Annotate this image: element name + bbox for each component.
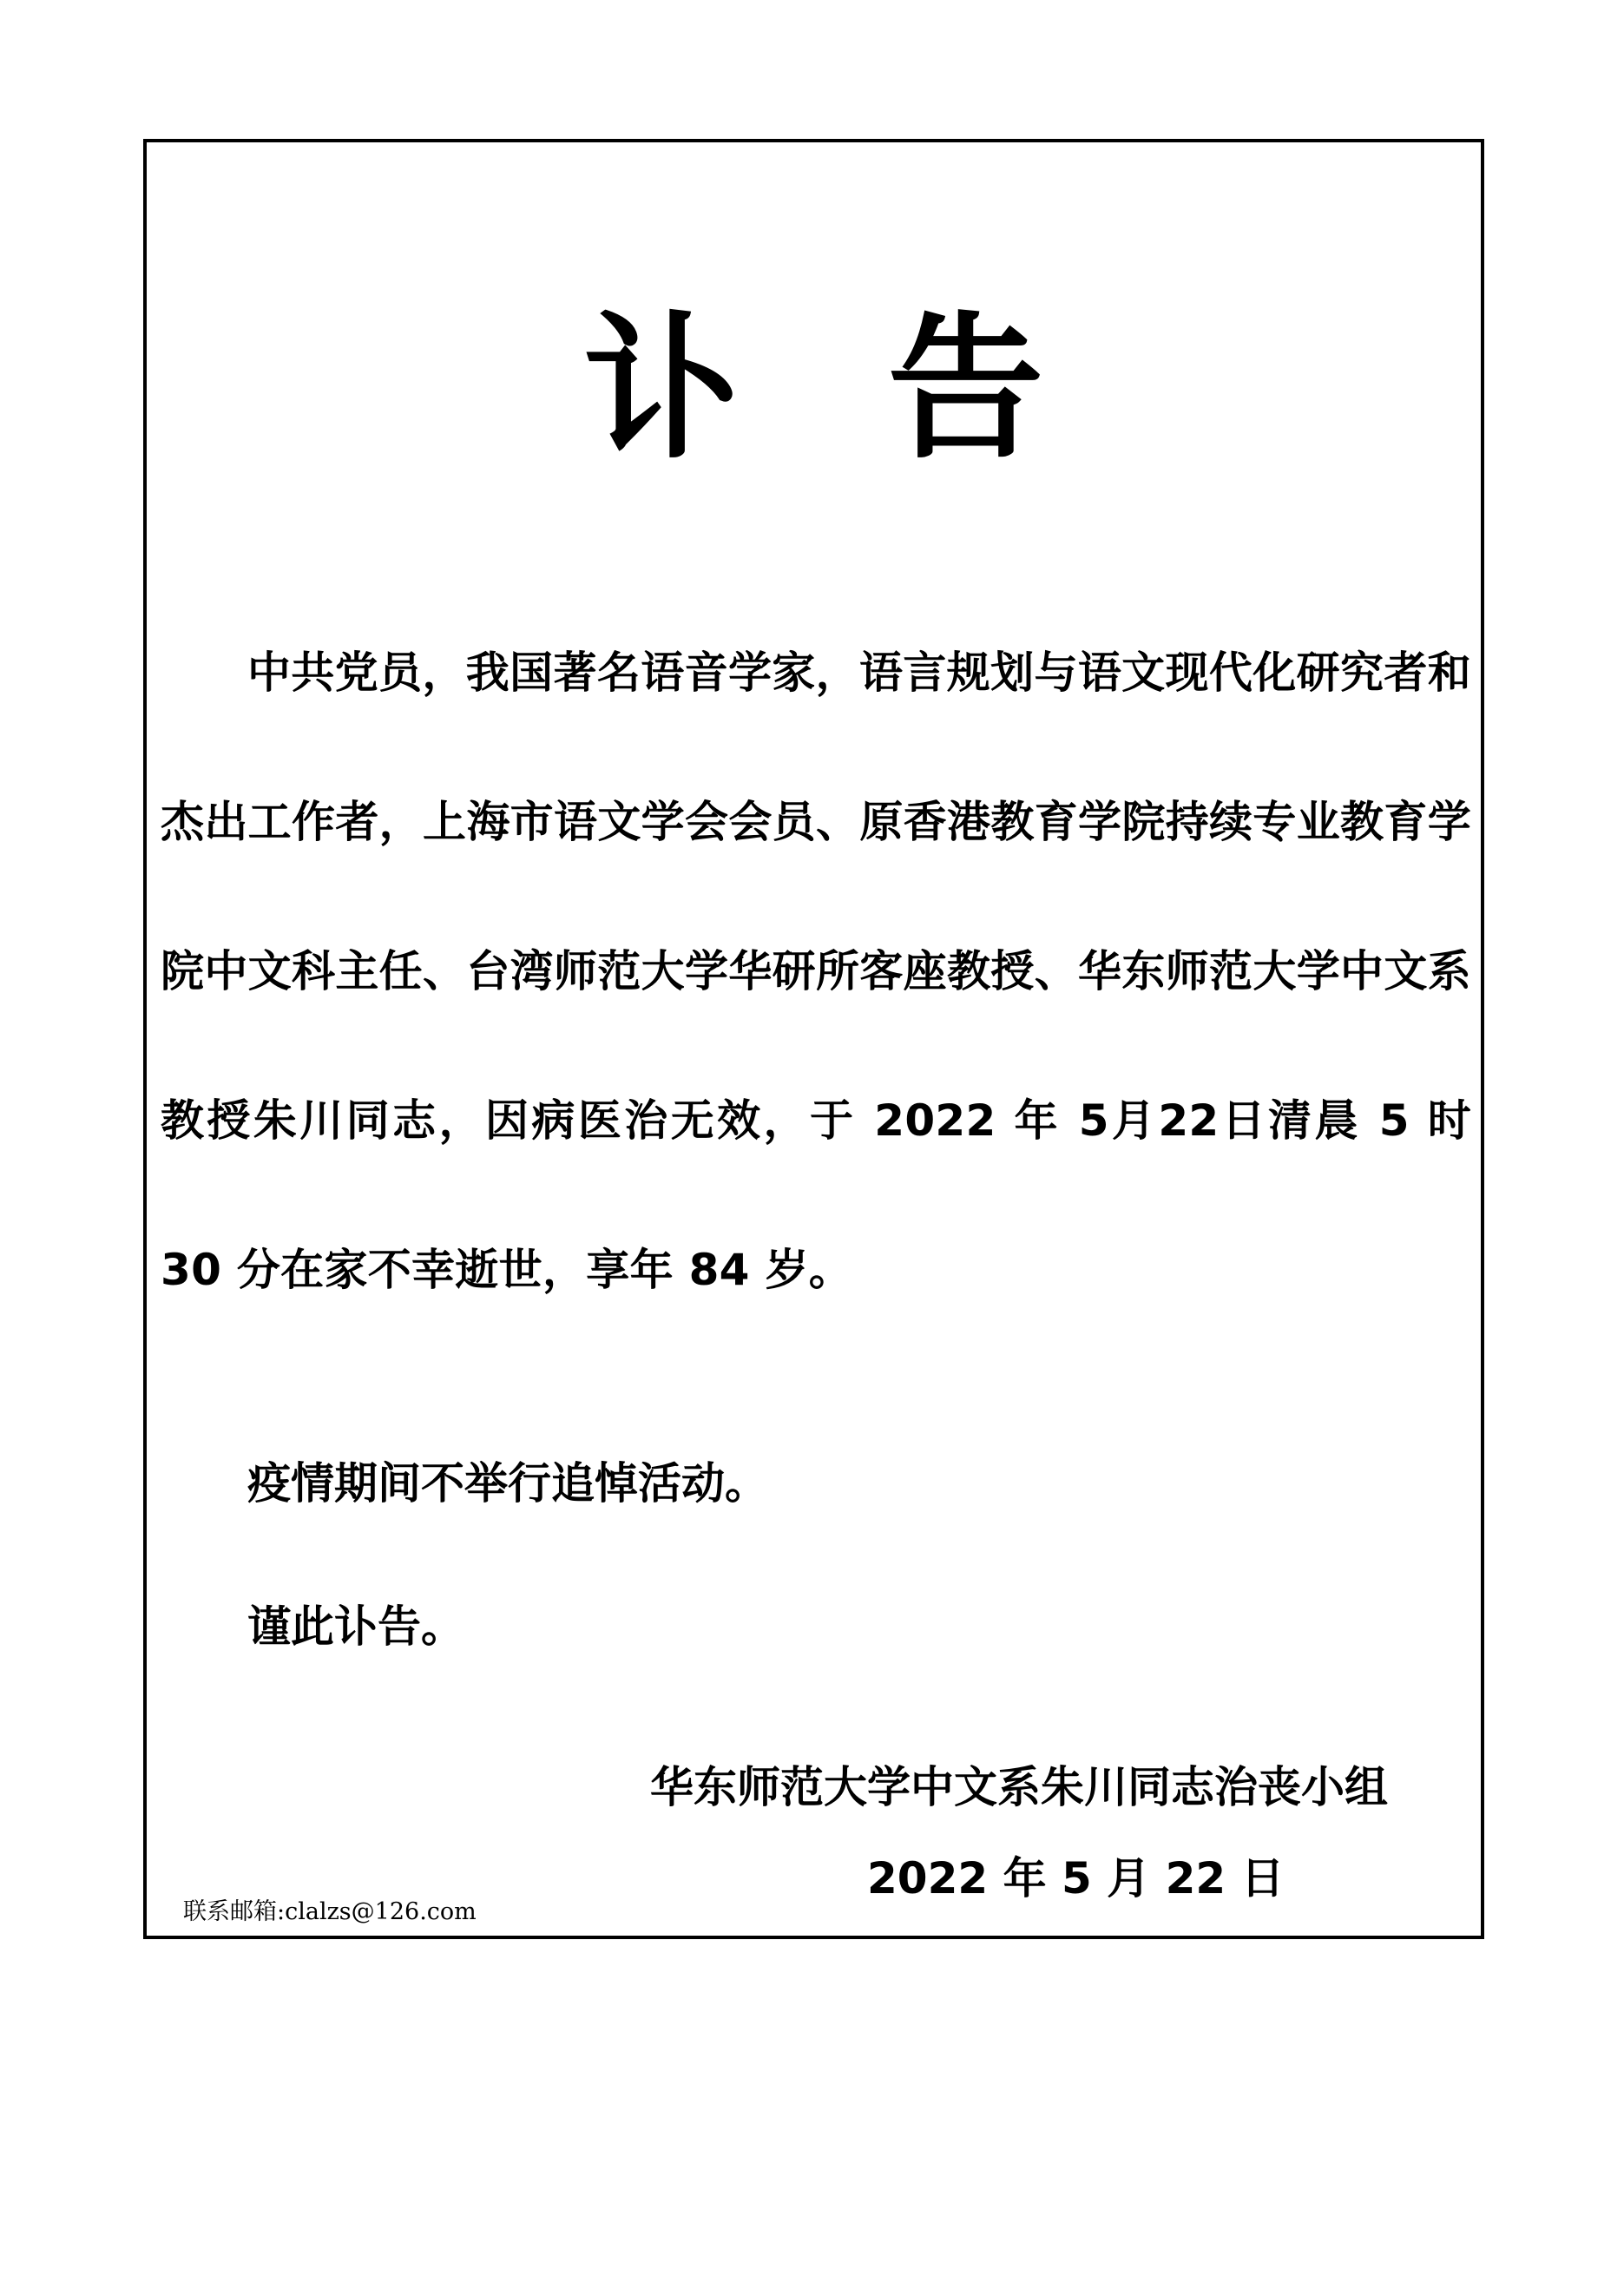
title-char-2: 告 [887,299,1044,480]
notice-body-paragraph: 中共党员，我国著名语音学家，语言规划与语文现代化研究者和杰出工作者，上海市语文学会会员、原香港教育学院持续专业教育学院中文科主任、台湾师范大学华研所客座教授、华东师范大学中文系教授朱川同志，因病医治无效，于 2022 年 5月22日清晨 5 时 30 分在家不幸逝世，享年 84 岁。 [161,648,1471,1295]
contact-email: 联系邮箱:clalzs@126.com [183,1898,477,1925]
notice-frame [143,139,1484,1939]
notice-title [147,299,1481,480]
signature-organization: 华东师范大学中文系朱川同志治丧小组 [650,1762,1388,1812]
signature-date: 2022 年 5 月 22 日 [867,1853,1285,1904]
memorial-statement: 疫情期间不举行追悼活动。 [247,1458,768,1509]
closing-statement: 谨此讣告。 [247,1601,464,1652]
title-char-1: 讣 [583,299,740,480]
